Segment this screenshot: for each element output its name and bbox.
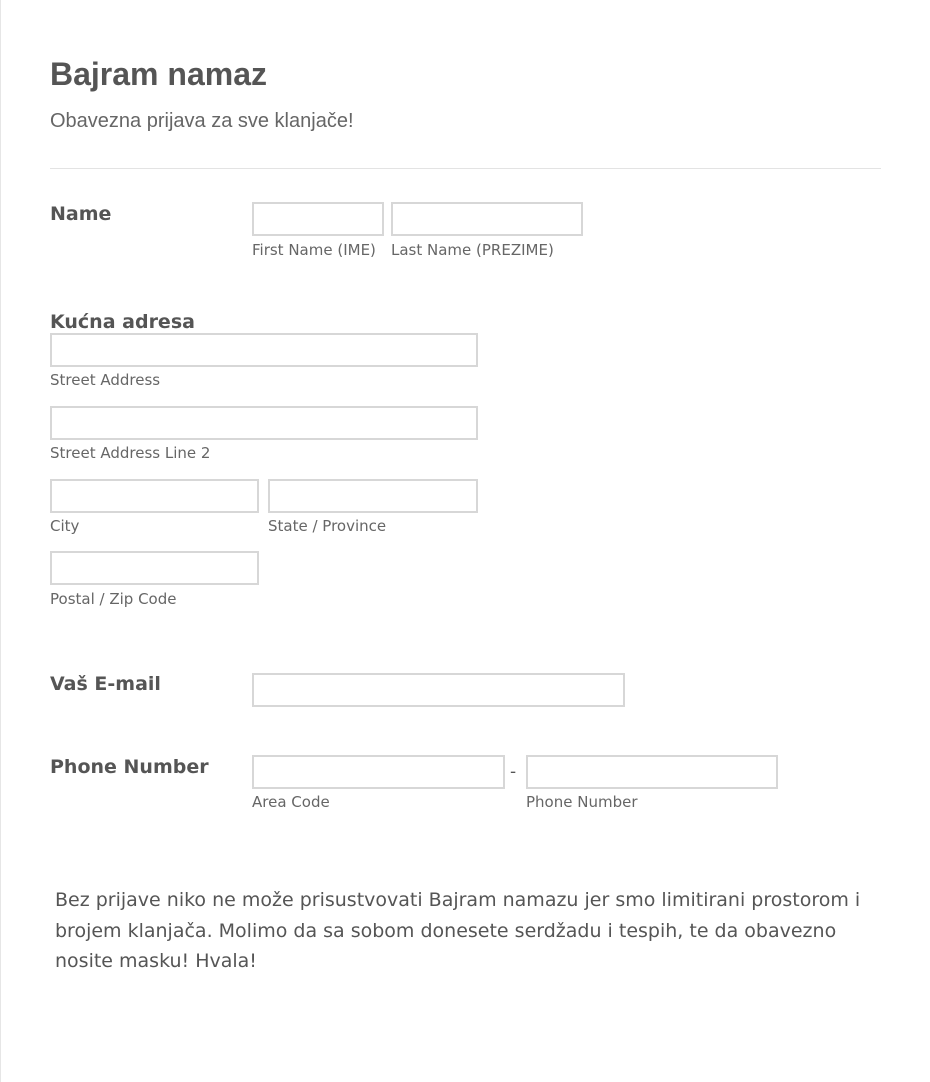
first-name-input[interactable] xyxy=(252,202,384,236)
postal-code-sublabel: Postal / Zip Code xyxy=(50,590,177,608)
street-address-sublabel: Street Address xyxy=(50,371,161,389)
name-label: Name xyxy=(50,203,112,225)
email-label: Vaš E-mail xyxy=(50,673,161,695)
email-input[interactable] xyxy=(252,673,625,707)
phone-separator: - xyxy=(510,762,517,782)
street-address-input[interactable] xyxy=(50,333,478,367)
address-label: Kućna adresa xyxy=(50,311,195,333)
last-name-sublabel: Last Name (PREZIME) xyxy=(391,241,554,259)
street-address-line2-input[interactable] xyxy=(50,406,478,440)
state-province-sublabel: State / Province xyxy=(268,517,387,535)
form-title: Bajram namaz xyxy=(50,56,267,92)
area-code-input[interactable] xyxy=(252,755,505,789)
phone-number-sublabel: Phone Number xyxy=(526,793,638,811)
city-sublabel: City xyxy=(50,517,80,535)
area-code-sublabel: Area Code xyxy=(252,793,330,811)
phone-number-input[interactable] xyxy=(526,755,778,789)
street-address-line2-sublabel: Street Address Line 2 xyxy=(50,444,211,462)
first-name-sublabel: First Name (IME) xyxy=(252,241,376,259)
header-divider xyxy=(50,168,881,169)
state-province-input[interactable] xyxy=(268,479,478,513)
city-input[interactable] xyxy=(50,479,259,513)
info-paragraph: Bez prijave niko ne može prisustvovati Bajram namazu jer smo limitirani prostorom i brojem klanjača. Molimo da sa sobom donesete serdžadu i tespih, te da obavezno nosite masku! Hvala! xyxy=(55,889,861,972)
page-left-border xyxy=(0,0,1,1082)
phone-label: Phone Number xyxy=(50,756,209,778)
postal-code-input[interactable] xyxy=(50,551,259,585)
last-name-input[interactable] xyxy=(391,202,583,236)
form-subtitle: Obavezna prijava za sve klanjače! xyxy=(50,110,354,132)
